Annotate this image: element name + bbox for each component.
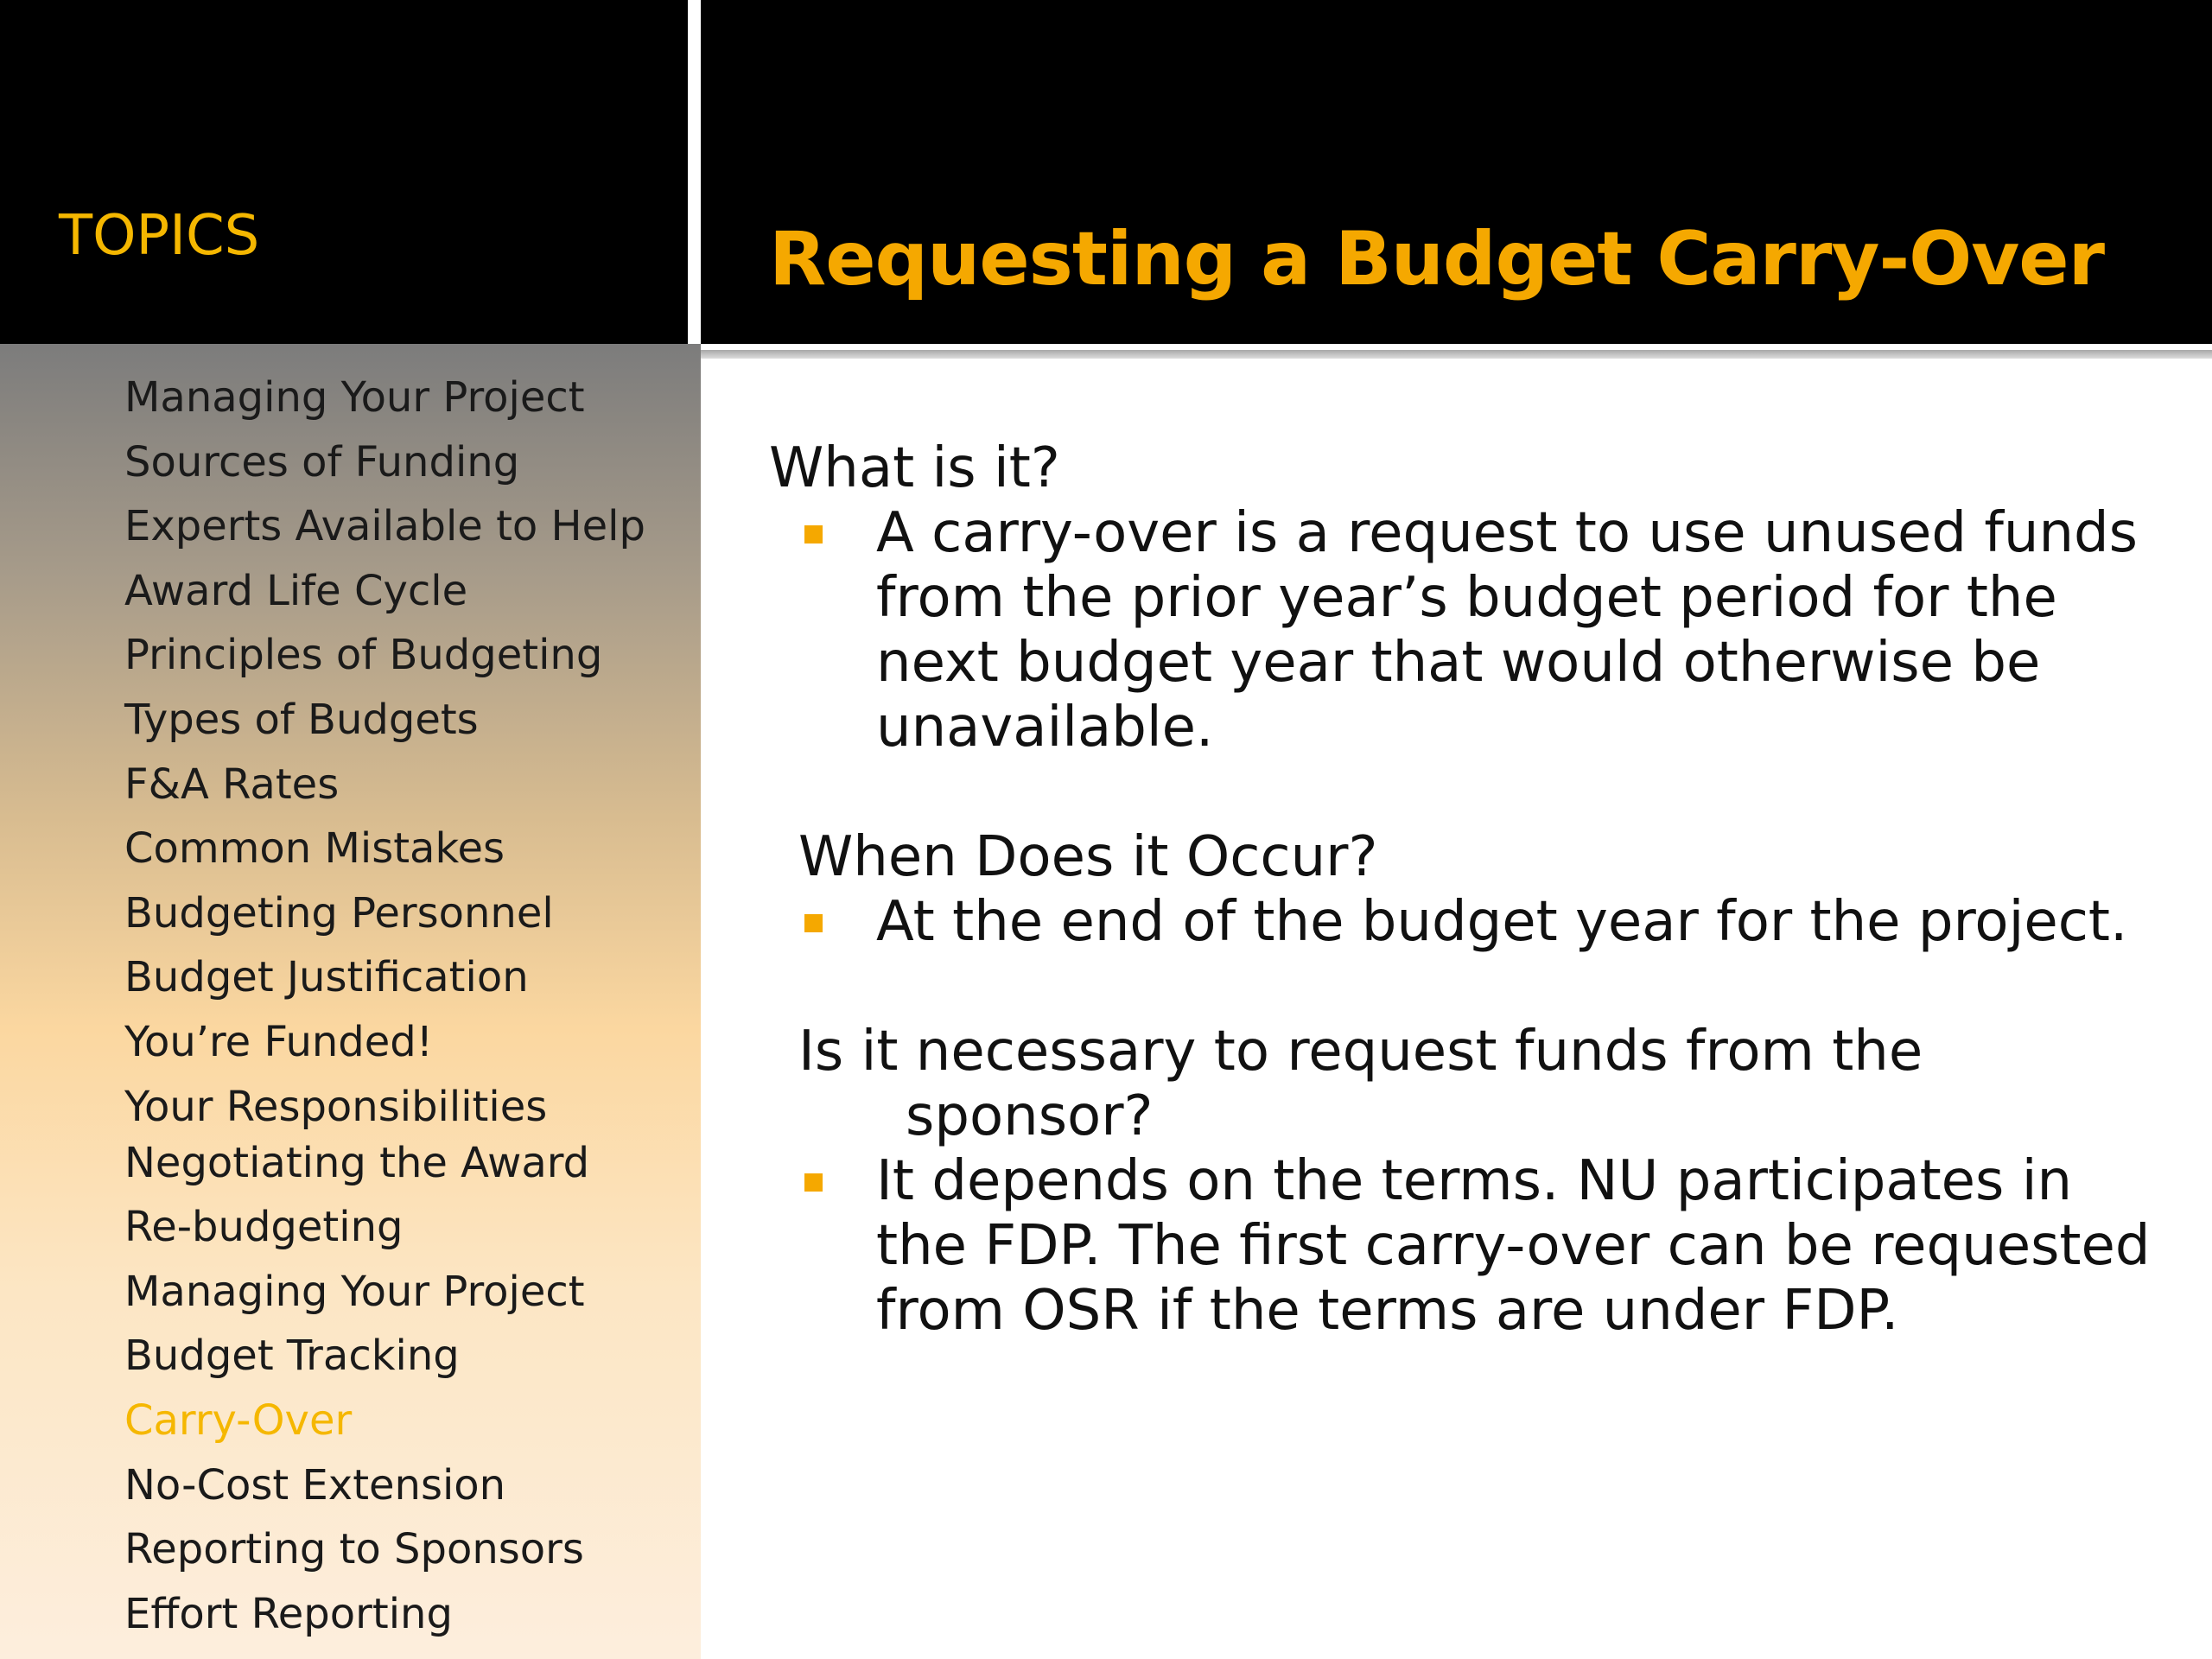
- topic-item: F&A Rates: [124, 760, 340, 809]
- question-continuation: sponsor?: [906, 1084, 1154, 1148]
- topic-list: [124, 370, 645, 1650]
- topics-header-panel: [0, 0, 688, 344]
- topic-item: Sources of Funding: [124, 437, 520, 486]
- topic-item-active: Carry-Over: [124, 1395, 353, 1445]
- title-underline: [701, 350, 2212, 359]
- square-bullet-icon: [804, 914, 823, 932]
- slide-title: Requesting a Budget Carry-Over: [769, 216, 2105, 302]
- topic-item: Award Life Cycle: [124, 566, 468, 615]
- topics-heading: TOPICS: [59, 204, 260, 268]
- bullet-text: A carry-over is a request to use unused funds from the prior year’s budget period for the next budget year that would otherwise be unavailable.: [876, 501, 2138, 760]
- square-bullet-icon: [804, 1173, 823, 1192]
- question-heading: [769, 1020, 2169, 1149]
- bullet-point: [769, 501, 2169, 760]
- topic-item: Budgeting Personnel: [124, 888, 554, 938]
- topic-item: Reporting to Sponsors: [124, 1525, 584, 1574]
- bullet-text: At the end of the budget year for the project.: [876, 890, 2128, 954]
- topic-item: Your Responsibilities: [124, 1082, 548, 1131]
- topic-item: You’re Funded!: [124, 1017, 433, 1066]
- bullet-point: [769, 1149, 2169, 1344]
- topic-item: No-Cost Extension: [124, 1460, 506, 1510]
- header-divider: [688, 0, 701, 344]
- topic-item: Principles of Budgeting: [124, 631, 603, 680]
- topic-item: Effort Reporting: [124, 1589, 453, 1638]
- slide-body: [769, 436, 2169, 1344]
- question-text: Is it necessary to request funds from the: [798, 1020, 1923, 1084]
- topic-item: Negotiating the Award: [124, 1138, 590, 1187]
- question-heading: What is it?: [769, 436, 1060, 500]
- topic-item: Re-budgeting: [124, 1203, 404, 1252]
- topic-item: Experts Available to Help: [124, 502, 645, 551]
- bullet-text: It depends on the terms. NU participates in the FDP. The first carry-over can be requested from OSR if the terms are under FDP.: [876, 1149, 2151, 1343]
- topic-item: Types of Budgets: [124, 695, 479, 744]
- question-heading: When Does it Occur?: [798, 825, 1378, 889]
- square-bullet-icon: [804, 525, 823, 543]
- topic-item: Managing Your Project: [124, 1267, 585, 1316]
- topic-item: Budget Justification: [124, 953, 529, 1002]
- topic-item: Common Mistakes: [124, 824, 505, 874]
- bullet-point: [769, 890, 2169, 955]
- topic-item: Budget Tracking: [124, 1332, 460, 1381]
- topic-item: Managing Your Project: [124, 373, 585, 422]
